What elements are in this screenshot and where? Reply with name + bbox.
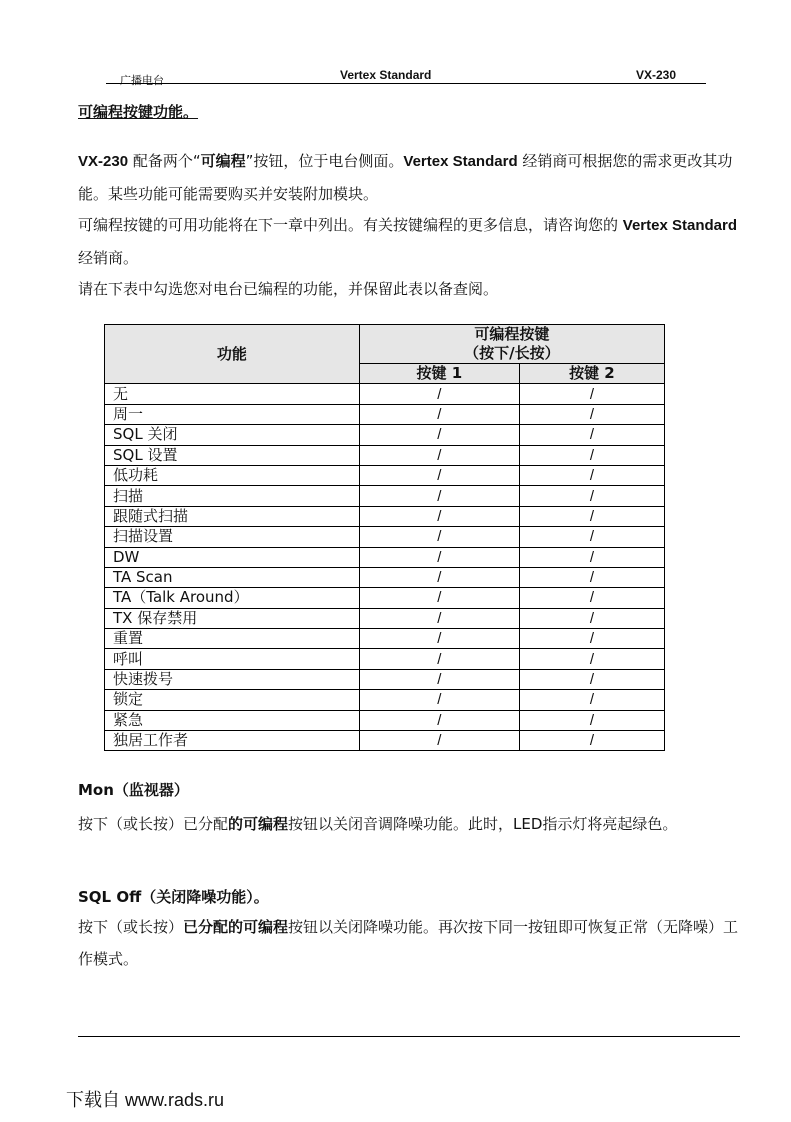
- table-instruction: 请在下表中勾选您对电台已编程的功能，并保留此表以备查阅。: [78, 280, 499, 298]
- table-row: [105, 710, 665, 730]
- function-table: [104, 324, 665, 751]
- key1-cell: /: [359, 629, 519, 649]
- function-name-cell: 重置: [105, 629, 360, 649]
- key2-cell: /: [519, 486, 664, 506]
- key2-cell: /: [519, 465, 664, 485]
- table-row: [105, 690, 665, 710]
- sql-off-title: SQL Off（关闭降噪功能）。: [78, 888, 269, 906]
- bold-programmable: 的可编程: [228, 815, 289, 833]
- sql-off-paragraph: [78, 911, 743, 975]
- key2-cell: /: [519, 425, 664, 445]
- key1-cell: /: [359, 404, 519, 424]
- section-title: 可编程按键功能。: [78, 103, 199, 121]
- text-span: 配备两个“: [128, 152, 201, 170]
- table-row: [105, 425, 665, 445]
- bold-assigned-programmable: 已分配的可编程: [183, 918, 289, 936]
- key1-cell: /: [359, 445, 519, 465]
- function-name-cell: 紧急: [105, 710, 360, 730]
- col-function-header: 功能: [105, 325, 360, 384]
- key1-cell: /: [359, 588, 519, 608]
- table-row: [105, 486, 665, 506]
- function-name-cell: 锁定: [105, 690, 360, 710]
- key2-cell: /: [519, 731, 664, 751]
- key2-cell: /: [519, 445, 664, 465]
- download-source: 下载自 www.rads.ru: [66, 1090, 225, 1110]
- key1-cell: /: [359, 608, 519, 628]
- text-span: 经销商。: [78, 249, 139, 267]
- function-name-cell: DW: [105, 547, 360, 567]
- key2-cell: /: [519, 669, 664, 689]
- key2-cell: /: [519, 710, 664, 730]
- intro-paragraph: [78, 145, 743, 210]
- key1-cell: /: [359, 710, 519, 730]
- text-span: 经销商可根据您的需求更改其功能。某些功能可能需要购买并安装附加模块。: [78, 152, 733, 203]
- table-row: [105, 547, 665, 567]
- key2-cell: /: [519, 649, 664, 669]
- group-header-line1: 可编程按键: [474, 325, 550, 343]
- key1-cell: /: [359, 486, 519, 506]
- key1-cell: /: [359, 567, 519, 587]
- table-row: [105, 527, 665, 547]
- table-row: [105, 404, 665, 424]
- key2-cell: /: [519, 384, 664, 404]
- key1-cell: /: [359, 465, 519, 485]
- table-row: [105, 384, 665, 404]
- header-center: Vertex Standard: [340, 68, 432, 82]
- brand-name: Vertex Standard: [403, 153, 518, 170]
- key1-cell: /: [359, 690, 519, 710]
- table-row: [105, 669, 665, 689]
- table-row: [105, 649, 665, 669]
- table-row: [105, 629, 665, 649]
- function-name-cell: 扫描设置: [105, 527, 360, 547]
- text-span: 按钮以关闭降噪功能。再次按下同一按钮即可恢复正常（无降噪）工作模式。: [78, 918, 739, 968]
- key1-cell: /: [359, 731, 519, 751]
- key2-cell: /: [519, 506, 664, 526]
- programming-paragraph: [78, 209, 743, 274]
- key1-cell: /: [359, 425, 519, 445]
- table-row: [105, 465, 665, 485]
- function-name-cell: 跟随式扫描: [105, 506, 360, 526]
- table-row: [105, 588, 665, 608]
- function-name-cell: TA Scan: [105, 567, 360, 587]
- col-key1-header: 按键 1: [359, 364, 519, 384]
- function-name-cell: 周一: [105, 404, 360, 424]
- key1-cell: /: [359, 669, 519, 689]
- table-row: [105, 731, 665, 751]
- key2-cell: /: [519, 547, 664, 567]
- key1-cell: /: [359, 547, 519, 567]
- footer-divider: [78, 1036, 740, 1037]
- function-name-cell: TA（Talk Around）: [105, 588, 360, 608]
- key1-cell: /: [359, 649, 519, 669]
- text-span: 按下（或长按）: [78, 918, 184, 936]
- key1-cell: /: [359, 527, 519, 547]
- key2-cell: /: [519, 567, 664, 587]
- mon-title: Mon（监视器）: [78, 781, 189, 799]
- text-span: ”按钮，位于电台侧面。: [245, 152, 404, 170]
- function-table-body: [105, 384, 665, 751]
- model-name: VX-230: [78, 153, 129, 170]
- col-programmable-header: [359, 325, 664, 364]
- col-key2-header: 按键 2: [519, 364, 664, 384]
- text-span: 按下（或长按）已分配: [78, 815, 229, 833]
- header-right: VX-230: [636, 68, 677, 82]
- header-left: 广播电台: [120, 75, 164, 87]
- text-span: 可编程按键的可用功能将在下一章中列出。有关按键编程的更多信息，请咨询您的: [78, 216, 623, 234]
- function-name-cell: 扫描: [105, 486, 360, 506]
- table-row: [105, 506, 665, 526]
- text-span: 按钮以关闭音调降噪功能。此时，LED指示灯将亮起绿色。: [288, 815, 678, 833]
- key2-cell: /: [519, 690, 664, 710]
- brand-name: Vertex Standard: [622, 217, 737, 234]
- function-name-cell: 低功耗: [105, 465, 360, 485]
- table-row: [105, 445, 665, 465]
- group-header-line2: （按下/长按）: [464, 344, 560, 362]
- key2-cell: /: [519, 608, 664, 628]
- bold-programmable: 可编程: [200, 152, 246, 170]
- table-row: [105, 567, 665, 587]
- function-name-cell: 独居工作者: [105, 731, 360, 751]
- key2-cell: /: [519, 527, 664, 547]
- key2-cell: /: [519, 588, 664, 608]
- key1-cell: /: [359, 506, 519, 526]
- key2-cell: /: [519, 404, 664, 424]
- mon-paragraph: [78, 808, 743, 840]
- table-row: [105, 608, 665, 628]
- key2-cell: /: [519, 629, 664, 649]
- function-name-cell: SQL 关闭: [105, 425, 360, 445]
- function-name-cell: SQL 设置: [105, 445, 360, 465]
- function-name-cell: 快速拨号: [105, 669, 360, 689]
- function-name-cell: 无: [105, 384, 360, 404]
- key1-cell: /: [359, 384, 519, 404]
- function-name-cell: 呼叫: [105, 649, 360, 669]
- function-name-cell: TX 保存禁用: [105, 608, 360, 628]
- header-divider: [106, 83, 706, 84]
